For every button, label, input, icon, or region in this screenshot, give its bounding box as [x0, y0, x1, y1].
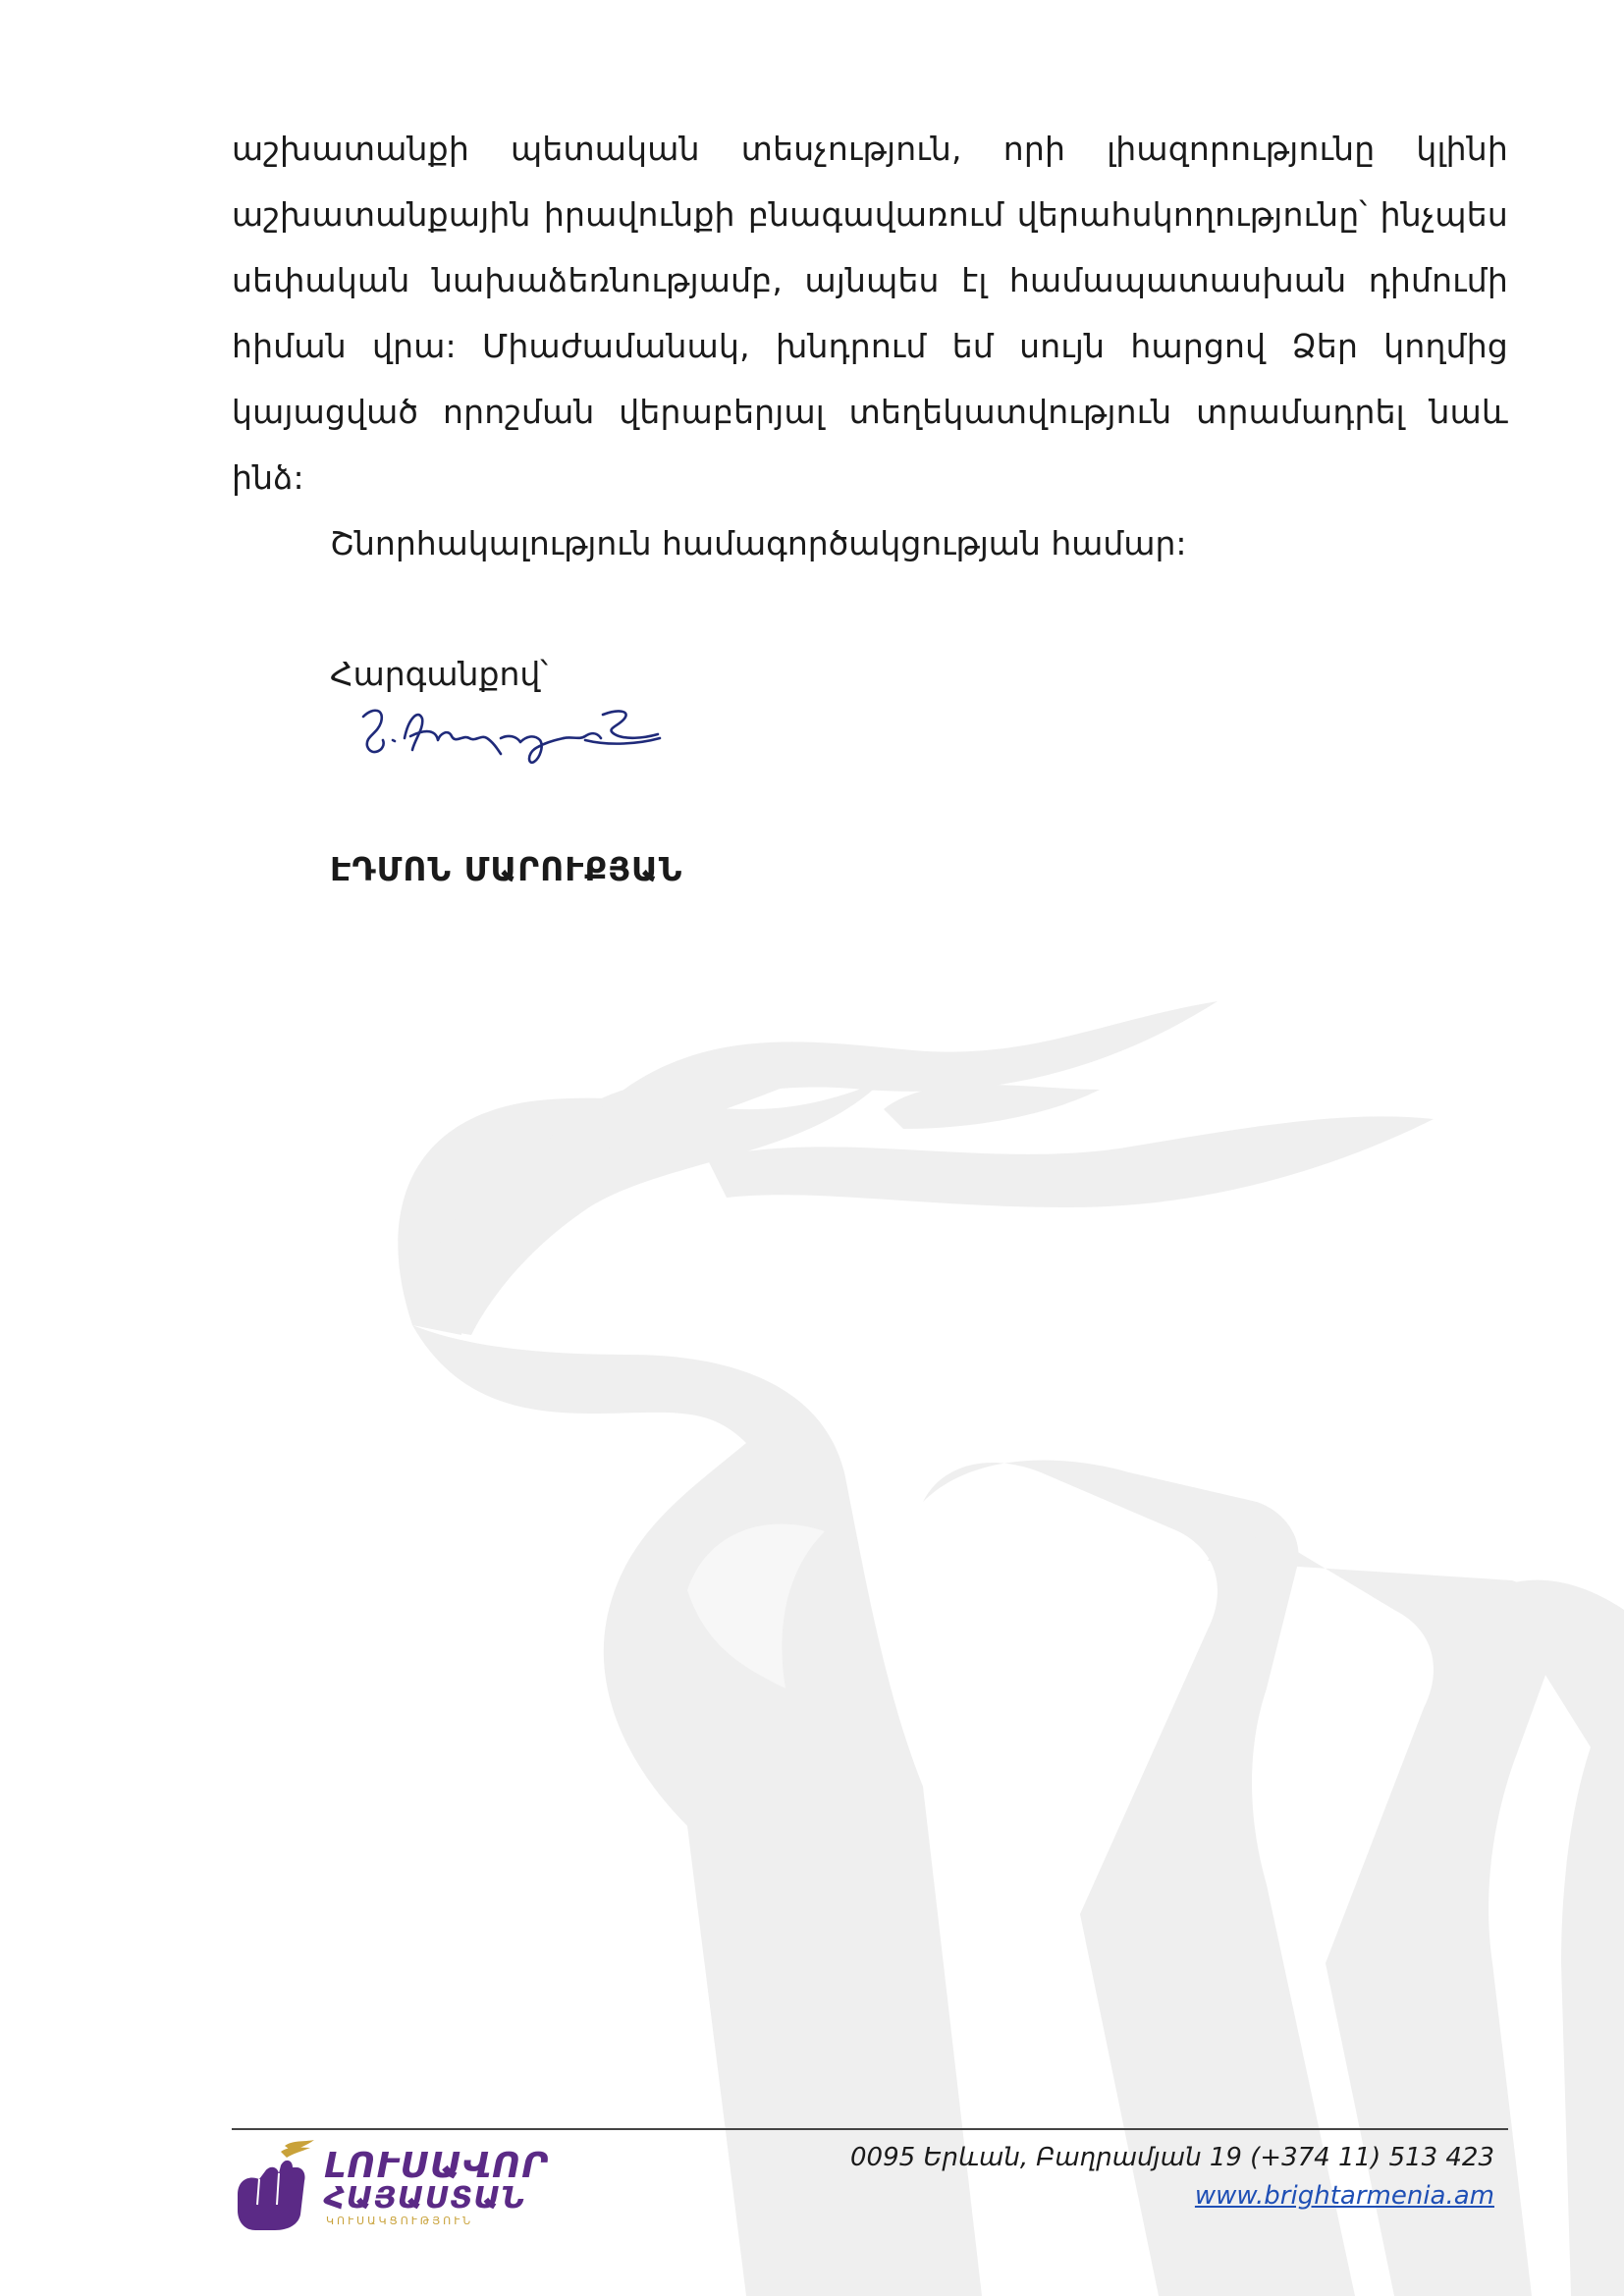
footer-website-link[interactable]: www.brightarmenia.am [1194, 2181, 1494, 2211]
handwritten-signature [353, 689, 668, 787]
footer-divider [232, 2128, 1508, 2130]
logo-text-line3: ԿՈՒՍԱԿՑՈՒԹՅՈՒՆ [326, 2215, 474, 2227]
regards-line: Հարգանքով՝ [330, 655, 549, 693]
letter-body [232, 116, 1508, 707]
logo-text-line2: ՀԱՅԱՍՏԱՆ [324, 2181, 526, 2216]
signer-name: ԷԴՄՈՆ ՄԱՐՈՒՔՅԱՆ [330, 850, 683, 888]
logo-text-line1: ԼՈՒՍԱՎՈՐ [324, 2146, 549, 2186]
thanks-line: Շնորհակալություն համագործակցության համար: [330, 524, 1187, 562]
body-paragraph: աշխատանքի պետական տեսչություն, որի լիազորությունը կլինի աշխատանքային իրավունքի բնագավառում վերահսկողությունը՝ ինչպես սեփական նախաձեռնությամբ, այնպես էլ համապատասխան դիմումի հիման վրա: Միաժամանակ, խնդրում եմ սույն հարցով Ձեր կողմից կայացված որոշման վերաբերյալ տեղեկատվություն տրամադրել նաև ինձ: [232, 130, 1508, 497]
footer-address: 0095 Երևան, Բաղրամյան 19 (+374 11) 513 423 [850, 2143, 1494, 2172]
